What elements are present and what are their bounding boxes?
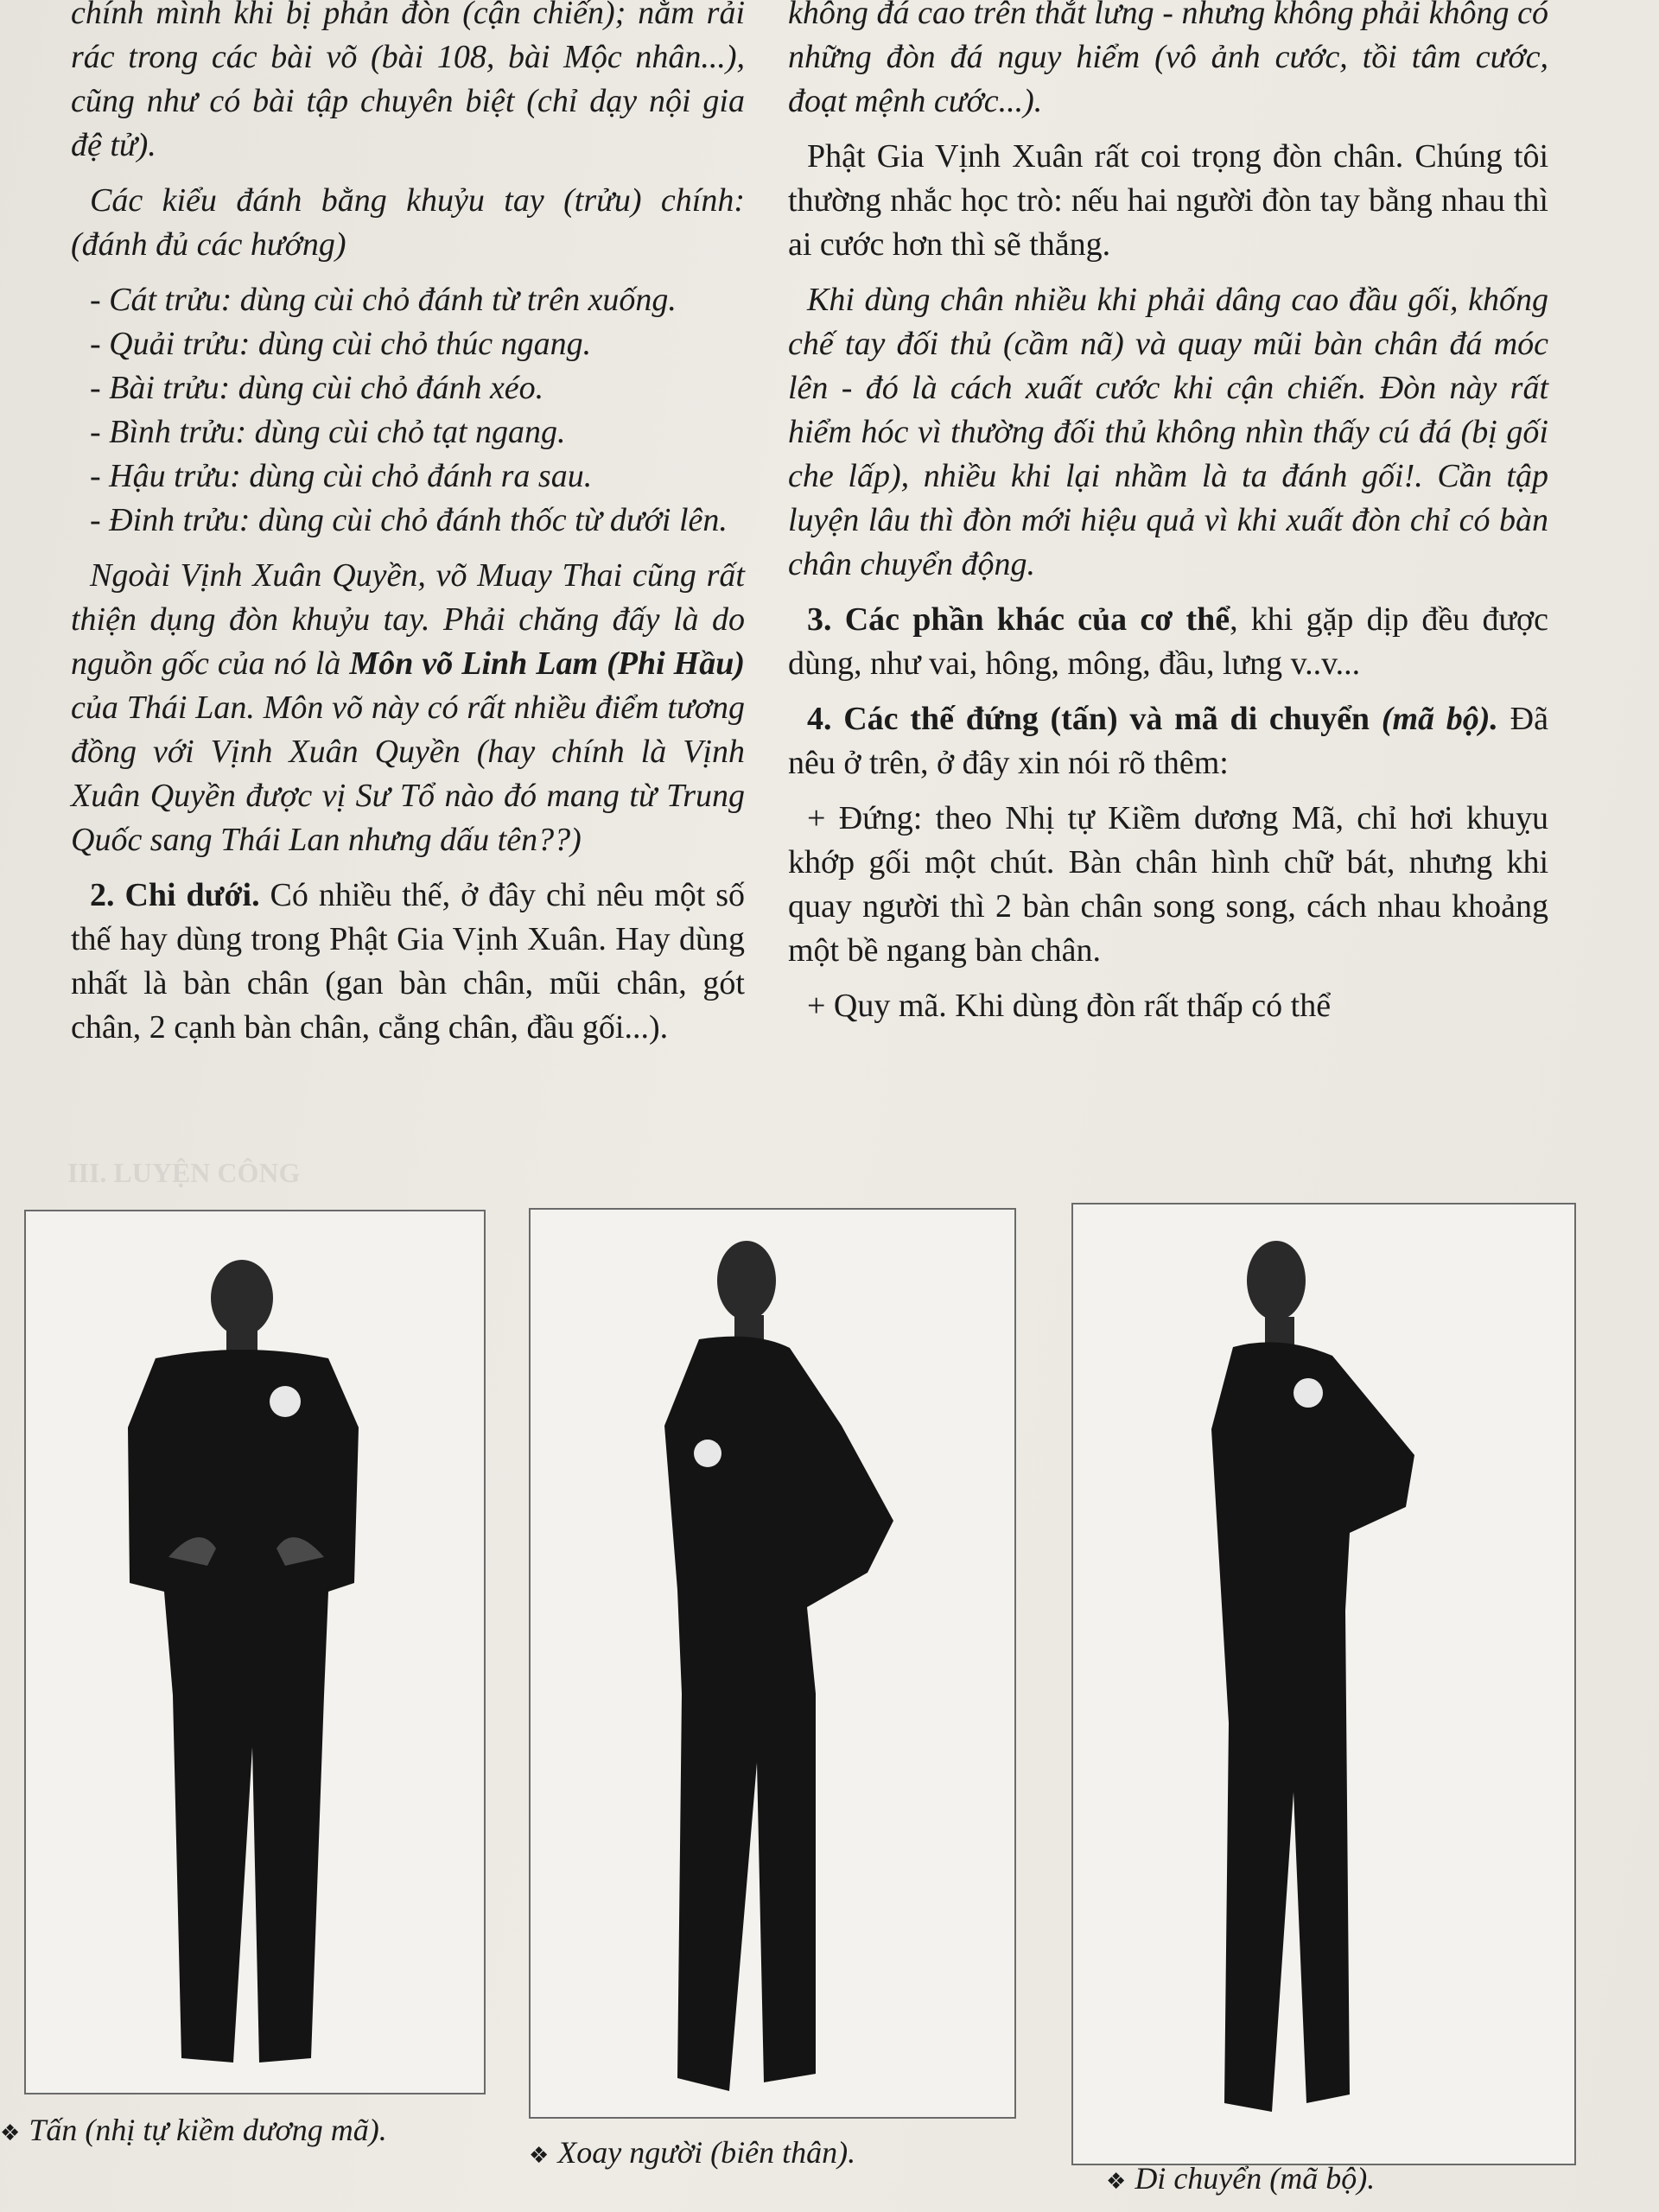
figure-2-caption: ❖ Xoay người (biên thân).: [529, 2135, 856, 2170]
practitioner-front-image: [26, 1211, 484, 2093]
list-item: - Quải trửu: dùng cùi chỏ thúc ngang.: [90, 326, 592, 362]
bleed-through-heading: III. LUYỆN CÔNG: [67, 1157, 301, 1188]
left-text-column: [71, 0, 745, 1061]
diamond-bullet-icon: ❖: [0, 2120, 21, 2146]
left-paragraph-1: chính mình khi bị phản đòn (cận chiến); nằm rải rác trong các bài võ (bài 108, bài Mộc nhân...), cũng như có bài tập chuyên biệt (chỉ dạy nội gia đệ tử).: [71, 0, 745, 163]
list-item: - Bài trửu: dùng cùi chỏ đánh xéo.: [90, 370, 544, 406]
right-paragraph-6: + Đứng: theo Nhị tự Kiềm dương Mã, chỉ hơi khuỵu khớp gối một chút. Bàn chân hình chữ bát, nhưng khi quay người thì 2 bàn chân song song, cách nhau khoảng một bề ngang bàn chân.: [788, 800, 1548, 969]
left-paragraph-elbow-intro: Các kiểu đánh bằng khuỷu tay (trửu) chính: (đánh đủ các hướng): [71, 182, 745, 263]
list-item: - Hậu trửu: dùng cùi chỏ đánh ra sau.: [90, 458, 593, 494]
diamond-bullet-icon: ❖: [529, 2143, 550, 2169]
right-paragraph-5: 4. Các thế đứng (tấn) và mã di chuyển (mã bộ). Đã nêu ở trên, ở đây xin nói rõ thêm:: [788, 701, 1548, 781]
figure-1-caption: ❖ Tấn (nhị tự kiềm dương mã).: [0, 2113, 387, 2147]
practitioner-side-image: [1073, 1205, 1574, 2164]
right-paragraph-4: 3. Các phần khác của cơ thể, khi gặp dịp đều được dùng, như vai, hông, mông, đầu, lưng v..v...: [788, 601, 1549, 682]
right-text-column: [788, 0, 1548, 1039]
left-paragraph-lower-limbs: 2. Chi dưới. Có nhiều thế, ở đây chỉ nêu một số thế hay dùng trong Phật Gia Vịnh Xuân. Hay dùng nhất là bàn chân (gan bàn chân, mũi chân, gót chân, 2 cạnh bàn chân, cẳng chân, đầu gối...).: [71, 877, 745, 1046]
figure-3-caption: ❖ Di chuyển (mã bộ).: [1106, 2161, 1376, 2196]
elbow-strikes-list: [90, 278, 745, 543]
right-paragraph-2: Phật Gia Vịnh Xuân rất coi trọng đòn chân. Chúng tôi thường nhắc học trò: nếu hai người đòn tay bằng nhau thì ai cước hơn thì sẽ thắng.: [788, 138, 1548, 263]
list-item: - Cát trửu: dùng cùi chỏ đánh từ trên xuống.: [90, 282, 677, 318]
left-paragraph-muay-thai: Ngoài Vịnh Xuân Quyền, võ Muay Thai cũng rất thiện dụng đòn khuỷu tay. Phải chăng đấy là do nguồn gốc của nó là Môn võ Linh Lam (Phi Hầu) của Thái Lan. Môn võ này có rất nhiều điểm tương đồng với Vịnh Xuân Quyền (hay chính là Vịnh Xuân Quyền được vị Sư Tổ nào đó mang từ Trung Quốc sang Thái Lan nhưng dấu tên??): [71, 557, 746, 858]
practitioner-turning-image: [531, 1210, 1014, 2117]
diamond-bullet-icon: ❖: [1106, 2169, 1127, 2195]
figure-turning-photo: [529, 1208, 1016, 2119]
list-item: - Bình trửu: dùng cùi chỏ tạt ngang.: [90, 414, 566, 450]
figure-moving-photo: [1071, 1203, 1576, 2165]
list-item: - Đinh trửu: dùng cùi chỏ đánh thốc từ dưới lên.: [90, 502, 728, 538]
right-paragraph-1: không đá cao trên thắt lưng - nhưng không phải không có những đòn đá nguy hiểm (vô ảnh cước, tồi tâm cước, đoạt mệnh cước...).: [788, 0, 1548, 119]
right-paragraph-7: + Quy mã. Khi dùng đòn rất thấp có thể: [807, 988, 1332, 1024]
figure-stance-photo: [24, 1210, 486, 2094]
right-paragraph-3: Khi dùng chân nhiều khi phải dâng cao đầu gối, khống chế tay đối thủ (cầm nã) và quay mũi bàn chân đá móc lên - đó là cách xuất cước khi cận chiến. Đòn này rất hiểm hóc vì thường đối thủ không nhìn thấy cú đá (bị gối che lấp), nhiều khi lại nhầm là ta đánh gối!. Cần tập luyện lâu thì đòn mới hiệu quả vì khi xuất đòn chỉ có bàn chân chuyển động.: [788, 282, 1548, 582]
